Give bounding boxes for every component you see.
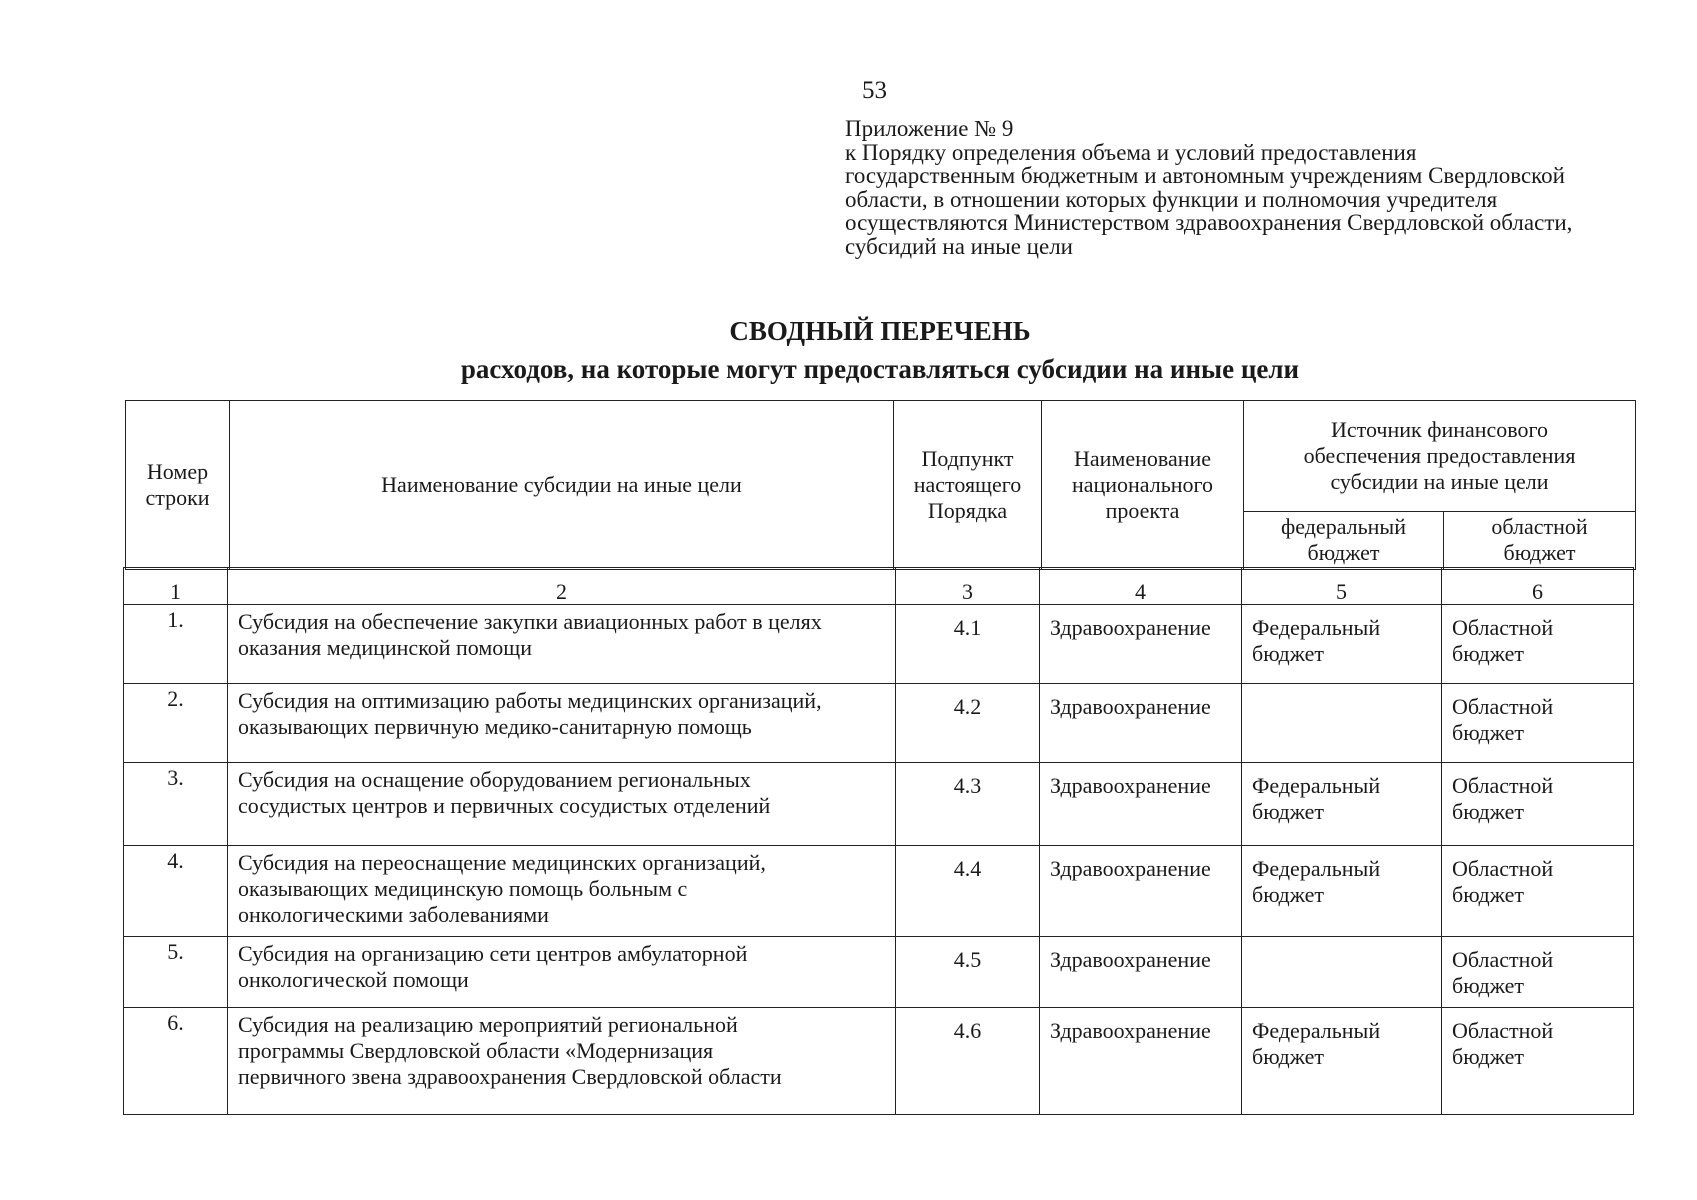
table-row [124, 684, 1634, 763]
column-number: 1 [124, 568, 228, 605]
table-header [125, 400, 1636, 570]
regional-budget: Областной бюджет [1442, 684, 1634, 763]
subclause: 4.3 [896, 763, 1040, 846]
header-funding-source: Источник финансового обеспечения предоставления субсидии на иные цели [1244, 401, 1636, 512]
federal-budget: Федеральный бюджет [1242, 846, 1442, 937]
header-subsidy-name: Наименование субсидии на иные цели [230, 401, 894, 570]
header-subclause: Подпункт настоящего Порядка [894, 401, 1042, 570]
appendix-line: субсидий на иные цели [845, 233, 1073, 259]
subsidy-name: Субсидия на реализацию мероприятий региональной программы Свердловской области «Модернизация первичного звена здравоохранения Свердловской области [228, 1008, 896, 1115]
regional-budget: Областной бюджет [1442, 605, 1634, 684]
row-number: 6. [124, 1008, 228, 1115]
table-row [124, 1008, 1634, 1115]
subclause: 4.5 [896, 937, 1040, 1008]
appendix-block [845, 117, 1645, 258]
table-row [124, 937, 1634, 1008]
table-body [123, 567, 1634, 1115]
subsidy-name: Субсидия на оснащение оборудованием региональных сосудистых центров и первичных сосудистых отделений [228, 763, 896, 846]
document-subtitle: расходов, на которые могут предоставляться субсидии на иные цели [460, 354, 1300, 384]
row-number: 4. [124, 846, 228, 937]
row-number: 1. [124, 605, 228, 684]
row-number: 2. [124, 684, 228, 763]
subclause: 4.6 [896, 1008, 1040, 1115]
national-project: Здравоохранение [1040, 846, 1242, 937]
appendix-line: Приложение № 9 [845, 116, 1014, 141]
regional-budget: Областной бюджет [1442, 937, 1634, 1008]
appendix-line: государственным бюджетным и автономным учреждениям Свердловской [845, 163, 1565, 188]
header-national-project: Наименование национального проекта [1042, 401, 1244, 570]
subsidy-name: Субсидия на обеспечение закупки авиационных работ в целях оказания медицинской помощи [228, 605, 896, 684]
national-project: Здравоохранение [1040, 605, 1242, 684]
row-number: 3. [124, 763, 228, 846]
page-number: 53 [862, 77, 887, 104]
subsidy-name: Субсидия на оптимизацию работы медицинских организаций, оказывающих первичную медико-санитарную помощь [228, 684, 896, 763]
regional-budget: Областной бюджет [1442, 1008, 1634, 1115]
national-project: Здравоохранение [1040, 763, 1242, 846]
table-row [124, 605, 1634, 684]
regional-budget: Областной бюджет [1442, 846, 1634, 937]
header-federal-budget: федеральный бюджет [1244, 511, 1444, 569]
header-row-number: Номер строки [126, 401, 230, 570]
table-row [124, 763, 1634, 846]
appendix-line: осуществляются Министерством здравоохранения Свердловской области, [845, 210, 1573, 235]
table-row [124, 846, 1634, 937]
subclause: 4.4 [896, 846, 1040, 937]
regional-budget: Областной бюджет [1442, 763, 1634, 846]
subsidy-name: Субсидия на организацию сети центров амбулаторной онкологической помощи [228, 937, 896, 1008]
subsidy-name: Субсидия на переоснащение медицинских организаций, оказывающих медицинскую помощь больным с онкологическими заболеваниями [228, 846, 896, 937]
federal-budget: Федеральный бюджет [1242, 763, 1442, 846]
row-number: 5. [124, 937, 228, 1008]
subclause: 4.1 [896, 605, 1040, 684]
appendix-line: к Порядку определения объема и условий предоставления [845, 139, 1417, 165]
national-project: Здравоохранение [1040, 937, 1242, 1008]
federal-budget [1242, 684, 1442, 763]
document-title: СВОДНЫЙ ПЕРЕЧЕНЬ [729, 316, 1031, 346]
column-number: 5 [1242, 568, 1442, 605]
column-number: 3 [896, 568, 1040, 605]
federal-budget: Федеральный бюджет [1242, 605, 1442, 684]
national-project: Здравоохранение [1040, 1008, 1242, 1115]
column-number: 2 [228, 568, 896, 605]
federal-budget [1242, 937, 1442, 1008]
federal-budget: Федеральный бюджет [1242, 1008, 1442, 1115]
column-number: 4 [1040, 568, 1242, 605]
column-number: 6 [1442, 568, 1634, 605]
national-project: Здравоохранение [1040, 684, 1242, 763]
subclause: 4.2 [896, 684, 1040, 763]
appendix-line: области, в отношении которых функции и полномочия учредителя [845, 186, 1498, 212]
column-number-row [124, 568, 1634, 605]
header-regional-budget: областной бюджет [1444, 511, 1636, 569]
